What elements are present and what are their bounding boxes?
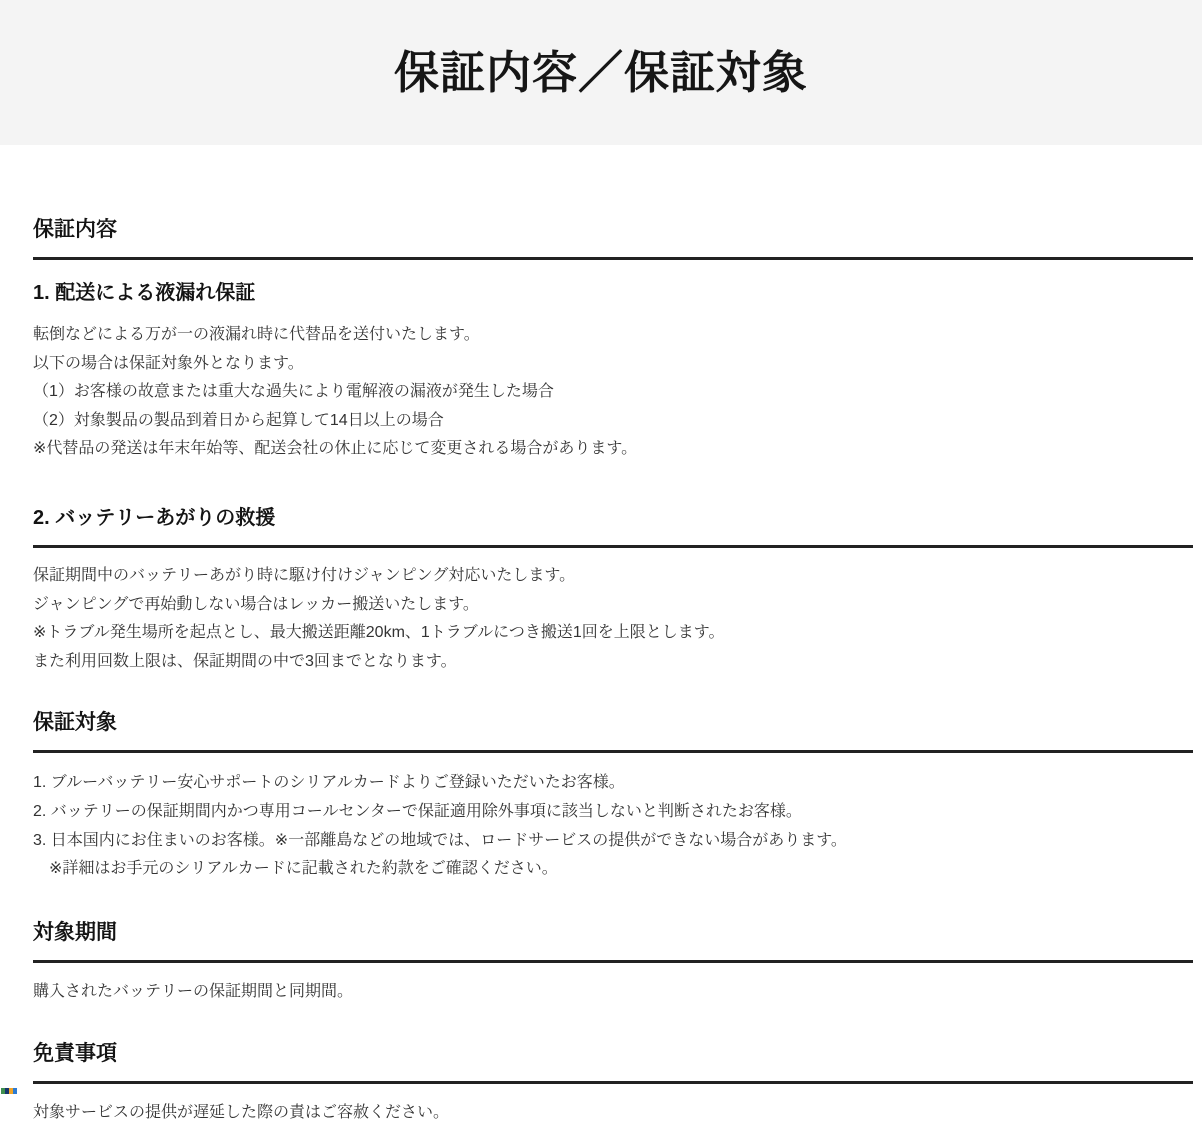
section-rule xyxy=(33,257,1193,260)
artifact-swatch xyxy=(13,1088,17,1094)
section-heading-covered: 保証対象 xyxy=(33,711,117,735)
section-covered xyxy=(33,708,1193,883)
paragraph-line: 以下の場合は保証対象外となります。 xyxy=(33,354,304,372)
section-heading-period: 対象期間 xyxy=(33,920,117,944)
paragraph-line: 保証期間中のバッテリーあがり時に駆け付けジャンピング対応いたします。 xyxy=(33,566,576,584)
section-heading-disclaimer: 免責事項 xyxy=(33,1042,117,1066)
subsection-heading-jumpstart-rescue: 2. バッテリーあがりの救援 xyxy=(33,506,276,529)
section-period xyxy=(33,918,1193,1007)
paragraph-jumpstart-rescue xyxy=(33,562,1193,676)
section-rule xyxy=(33,1081,1193,1084)
paragraph-line: （2）対象製品の製品到着日から起算して14日以上の場合 xyxy=(33,411,444,429)
page-title: 保証内容／保証対象 xyxy=(393,47,808,98)
paragraph-line: また利用回数上限は、保証期間の中で3回までとなります。 xyxy=(33,652,457,670)
paragraph-period xyxy=(33,978,1193,1007)
list-item: 1. ブルーバッテリー安心サポートのシリアルカードよりご登録いただいたお客様。 xyxy=(33,774,625,792)
section-rule xyxy=(33,750,1193,753)
section-heading-warranty: 保証内容 xyxy=(33,218,117,241)
paragraph-line: 対象サービスの提供が遅延した際の責はご容赦ください。 xyxy=(33,1104,450,1122)
section-warranty xyxy=(33,215,1193,676)
paragraph-line: 転倒などによる万が一の液漏れ時に代替品を送付いたします。 xyxy=(33,326,480,343)
bottom-left-partial-image xyxy=(1,1088,17,1094)
list-item: 2. バッテリーの保証期間内かつ専用コールセンターで保証適用除外事項に該当しないと判断されたお客様。 xyxy=(33,802,802,820)
paragraph-line: （1）お客様の故意または重大な過失により電解液の漏液が発生した場合 xyxy=(33,383,554,401)
main-content xyxy=(0,215,1202,1128)
covered-list xyxy=(33,769,1193,883)
section-disclaimer xyxy=(33,1039,1193,1128)
subsection-rule xyxy=(33,545,1193,548)
list-item-note: ※詳細はお手元のシリアルカードに記載された約款をご確認ください。 xyxy=(49,860,558,878)
paragraph-line: ※代替品の発送は年末年始等、配送会社の休止に応じて変更される場合があります。 xyxy=(33,440,638,458)
paragraph-line: 購入されたバッテリーの保証期間と同期間。 xyxy=(33,982,354,1000)
paragraph-line: ※トラブル発生場所を起点とし、最大搬送距離20km、1トラブルにつき搬送1回を上限とします。 xyxy=(33,624,725,642)
list-item: 3. 日本国内にお住まいのお客様。※一部離島などの地域では、ロードサービスの提供ができない場合があります。 xyxy=(33,831,847,849)
section-rule xyxy=(33,960,1193,963)
paragraph-leak-warranty xyxy=(33,321,1193,464)
subsection-heading-leak-warranty: 1. 配送による液漏れ保証 xyxy=(33,282,256,304)
paragraph-disclaimer xyxy=(33,1099,1193,1128)
paragraph-line: ジャンピングで再始動しない場合はレッカー搬送いたします。 xyxy=(33,595,479,613)
page-header xyxy=(0,0,1202,145)
